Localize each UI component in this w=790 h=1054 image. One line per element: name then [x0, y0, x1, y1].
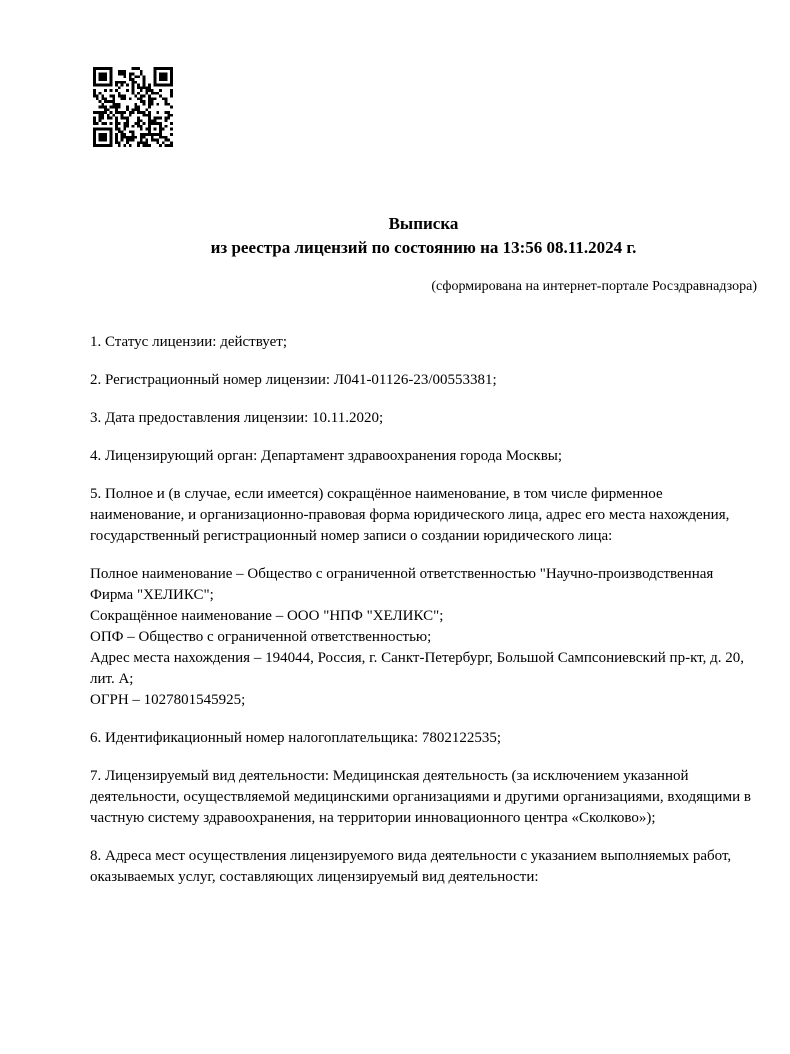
document-title-date: из реестра лицензий по состоянию на 13:56 08.11.2024 г. — [210, 238, 637, 257]
document-line: ОГРН – 1027801545925; — [90, 692, 246, 708]
document-paragraph — [90, 332, 757, 353]
document-paragraph — [90, 766, 757, 829]
document-line: 5. Полное и (в случае, если имеется) сокращённое наименование, в том числе фирменное наименование, и организационно-правовая форма юридического лица, адрес его места нахождения, государственный регистрационный номер записи о создании юридического лица: — [90, 486, 730, 544]
qr-code-image — [93, 65, 173, 149]
document-title: Выписка — [388, 214, 459, 233]
qr-code — [93, 65, 173, 149]
document-paragraph — [90, 846, 757, 888]
document-paragraph — [90, 446, 757, 467]
document-paragraph — [90, 408, 757, 429]
document-line: 7. Лицензируемый вид деятельности: Медицинская деятельность (за исключением указанной деятельности, осуществляемой медицинскими организациями и другими организациями, входящими в частную систему здравоохранения, на территории инновационного центра «Сколково»); — [90, 768, 751, 826]
document-line: ОПФ – Общество с ограниченной ответственностью; — [90, 629, 432, 645]
document-line: 2. Регистрационный номер лицензии: Л041-01126-23/00553381; — [90, 372, 497, 388]
document-line: 6. Идентификационный номер налогоплательщика: 7802122535; — [90, 730, 502, 746]
document-paragraph — [90, 370, 757, 391]
document-paragraph — [90, 484, 757, 547]
document-line: Полное наименование – Общество с ограниченной ответственностью "Научно-производственная Фирма "ХЕЛИКС"; — [90, 566, 714, 603]
document-line: 8. Адреса мест осуществления лицензируемого вида деятельности с указанием выполняемых работ, оказываемых услуг, составляющих лицензируемый вид деятельности: — [90, 848, 732, 885]
document-line: 1. Статус лицензии: действует; — [90, 334, 287, 350]
document-line: Адрес места нахождения – 194044, Россия, г. Санкт-Петербург, Большой Сампсониевский пр-кт, д. 20, лит. А; — [90, 650, 744, 687]
document-line: 3. Дата предоставления лицензии: 10.11.2020; — [90, 410, 384, 426]
document-body — [90, 332, 757, 888]
document-paragraph — [90, 564, 757, 711]
document-subtitle: (сформирована на интернет-портале Росздравнадзора) — [431, 279, 757, 294]
document-line: 4. Лицензирующий орган: Департамент здравоохранения города Москвы; — [90, 448, 563, 464]
document-line: Сокращённое наименование – ООО "НПФ "ХЕЛИКС"; — [90, 608, 444, 624]
document-paragraph — [90, 728, 757, 749]
document-content — [90, 212, 757, 905]
